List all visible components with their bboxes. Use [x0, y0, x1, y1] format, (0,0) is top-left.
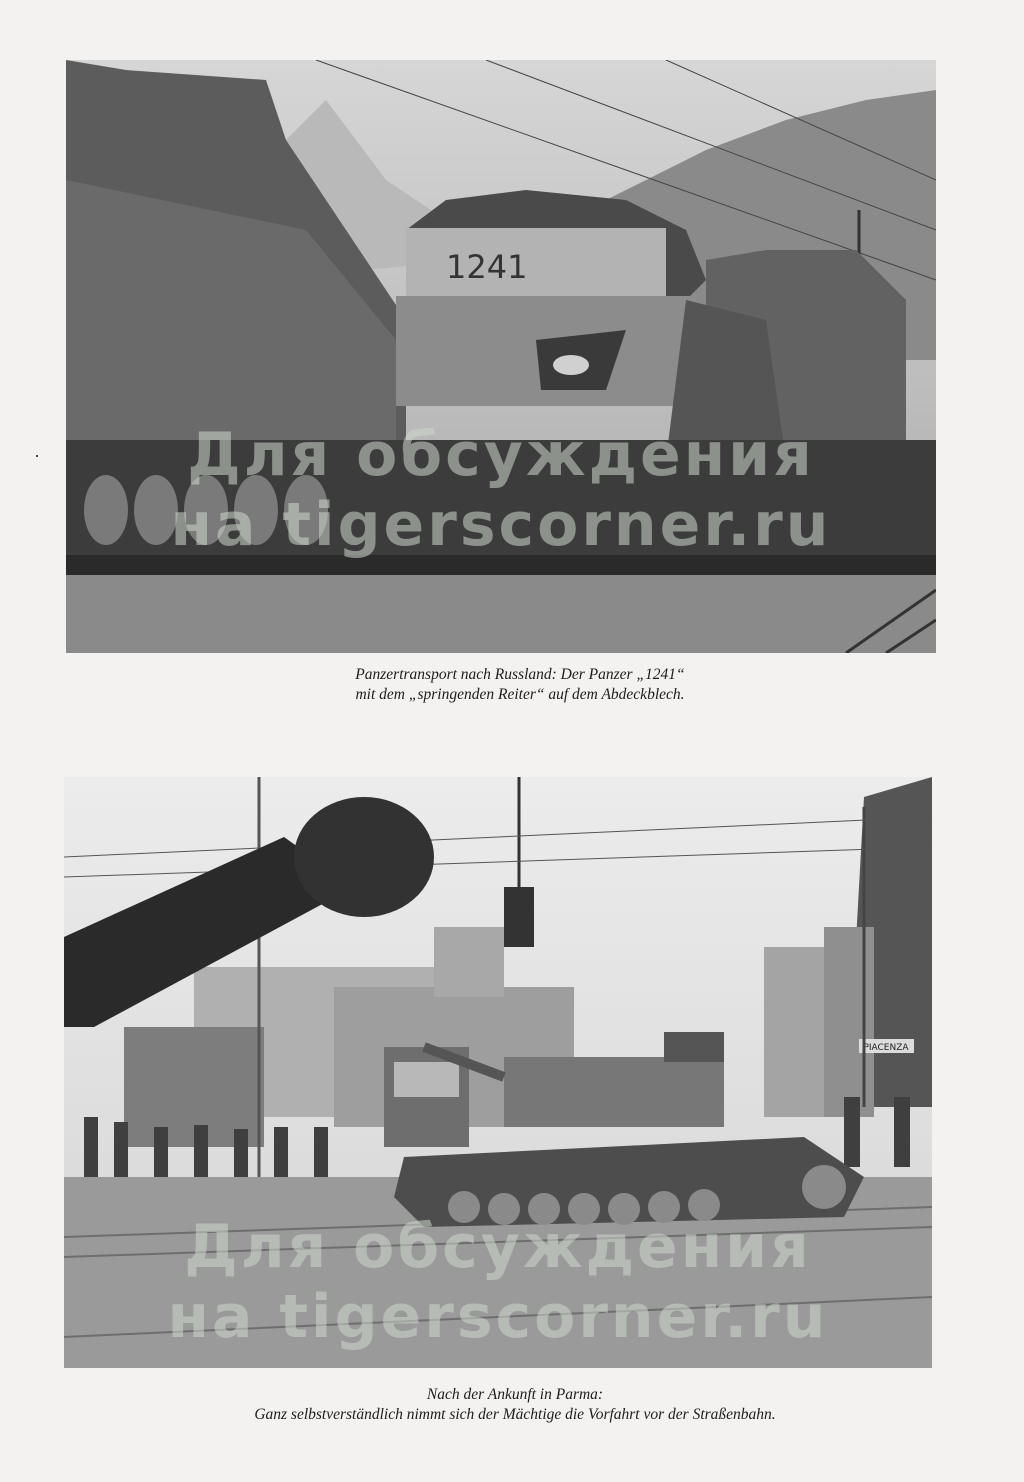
- plate-number: 1241: [446, 248, 528, 286]
- caption-line: Panzertransport nach Russland: Der Panzer „1241“: [355, 666, 685, 683]
- caption-photo-1: [200, 665, 840, 705]
- watermark-line-2: на tigerscorner.ru: [167, 1282, 829, 1352]
- watermark-line-1: Для обсуждения: [187, 420, 815, 490]
- rail-transport-image: [66, 60, 936, 653]
- caption-photo-2: [150, 1385, 880, 1425]
- watermark-line-2: на tigerscorner.ru: [170, 490, 832, 560]
- caption-line: Nach der Ankunft in Parma:: [426, 1386, 604, 1403]
- caption-line: Ganz selbstverständlich nimmt sich der Mächtige die Vorfahrt vor der Straßenbahn.: [254, 1406, 776, 1423]
- caption-line: mit dem „springenden Reiter“ auf dem Abdeckblech.: [355, 686, 685, 703]
- photo-tank-in-parma: [64, 777, 932, 1368]
- piacenza-sign: PIACENZA: [863, 1043, 909, 1053]
- photo-tank-rail-transport: [66, 60, 936, 653]
- watermark-line-1: Для обсуждения: [184, 1212, 812, 1282]
- stray-mark: [36, 455, 38, 457]
